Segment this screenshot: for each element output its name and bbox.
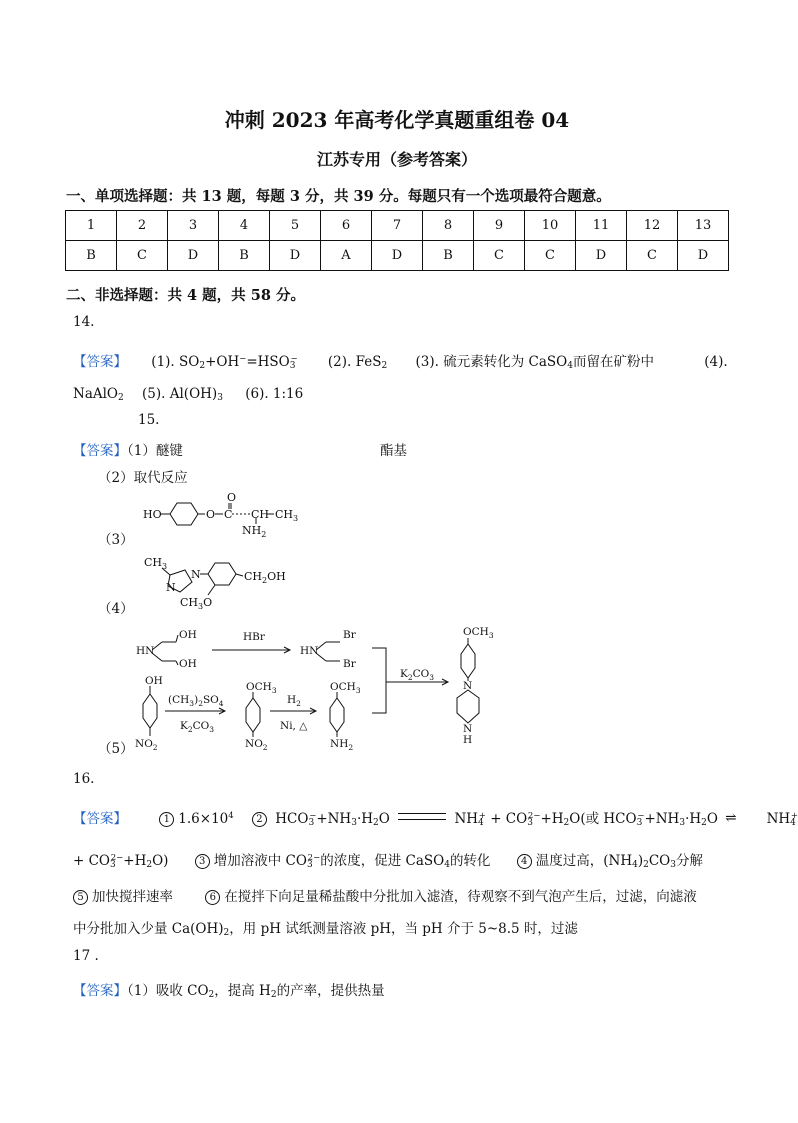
q15-part3-label: （3）: [98, 532, 134, 548]
q16-part6: 6 在搅拌下向足量稀盐酸中分批加入滤渣，待观察不到气泡产生后，过滤，向滤液: [205, 889, 697, 905]
q16-answer-line4: 中分批加入少量 $Ca(OH)_2$，用 pH 试纸测量溶液 pH，当 pH 介于 5~8.5 时，过滤: [73, 921, 578, 938]
svg-text:(CH3)2SO4: $(CH_3)_2SO_4$: [168, 694, 224, 708]
svg-text:N: N: [463, 723, 473, 735]
svg-text:K2CO3: $K_2CO_3$: [400, 668, 435, 682]
answer-cell: D: [678, 241, 729, 271]
answer-cell: D: [576, 241, 627, 271]
q16-part2-cont: + $CO_3^{2-}+H_2O$): [73, 853, 169, 870]
answer-cell: C: [525, 241, 576, 271]
svg-text:K2CO3: $K_2CO_3$: [180, 720, 215, 734]
answer-table: [65, 210, 729, 271]
svg-text:OH: OH: [179, 658, 197, 670]
svg-text:HN: HN: [136, 645, 155, 657]
answer-tag: 【答案】: [73, 983, 127, 999]
svg-text:NO2: $NO_2$: [135, 738, 158, 752]
svg-text:H: H: [463, 734, 473, 746]
question-number-cell: 5: [270, 211, 321, 241]
q14-part4: (4).: [704, 354, 728, 370]
svg-text:Br: Br: [343, 658, 356, 670]
svg-text:O: O: [206, 508, 216, 521]
svg-text:Ni, △: Ni, △: [280, 720, 308, 732]
svg-text:CH2OH: $CH_2OH$: [244, 570, 286, 585]
q14-part3: (3). 硫元素转化为 CaSO$_4$而留在矿粉中: [415, 354, 654, 371]
answer-cell: B: [423, 241, 474, 271]
q16-answer-line3: [73, 885, 697, 905]
q15-part5-label: （5）: [98, 741, 134, 757]
svg-text:CH3: $CH_3$: [144, 556, 168, 571]
question-number-cell: 6: [321, 211, 372, 241]
svg-text:C: C: [224, 508, 233, 521]
q16-number: 16.: [73, 771, 95, 787]
q14-answer-line1: [73, 350, 728, 371]
svg-text:N: N: [463, 680, 473, 692]
section-1-heading: 一、单项选择题：共 13 题，每题 3 分，共 39 分。每题只有一个选项最符合题意。: [66, 188, 611, 205]
svg-text:OH: OH: [179, 629, 197, 641]
q17-number: 17 .: [73, 948, 99, 964]
svg-text:O: O: [227, 491, 237, 504]
svg-text:OH: OH: [145, 675, 163, 687]
q16-part2: 2 $HCO_3^-+NH_3\cdot H_2O$ $NH_4^+ + CO_3^{2-}+H_2O$(或 $HCO_3^-+NH_3\cdot H_2O$ ⇌ $NH_4^+$: [252, 811, 798, 827]
svg-text:NH2: $NH_2$: [330, 738, 354, 752]
answer-cell: D: [270, 241, 321, 271]
question-number-cell: 7: [372, 211, 423, 241]
answer-table-number-row: [66, 211, 729, 241]
answer-tag: 【答案】: [73, 354, 127, 370]
svg-text:OCH3: $OCH_3$: [330, 681, 361, 695]
structure-q15-4: [140, 548, 290, 611]
answer-cell: C: [474, 241, 525, 271]
q15-part4-label: （4）: [98, 601, 134, 617]
page-title: 冲刺 2023 年高考化学真题重组卷 04: [224, 108, 570, 132]
q16-answer-line2: [73, 849, 703, 870]
q16-part5: 5 加快搅拌速率: [73, 889, 173, 905]
question-number-cell: 3: [168, 211, 219, 241]
question-number-cell: 11: [576, 211, 627, 241]
synthesis-scheme-q15-5: [130, 620, 510, 755]
answer-cell: C: [627, 241, 678, 271]
answer-cell: D: [168, 241, 219, 271]
q16-part3: 3 增加溶液中 $CO_3^{2-}$的浓度，促进 CaSO$_4$的转化: [195, 853, 491, 869]
question-number-cell: 8: [423, 211, 474, 241]
q16-answer-line1: [73, 807, 798, 828]
answer-cell: B: [66, 241, 117, 271]
q15-part1-a: （1）醚键: [127, 443, 183, 459]
answer-table-answer-row: [66, 241, 729, 271]
svg-text:HN: HN: [300, 645, 319, 657]
answer-tag: 【答案】: [73, 443, 127, 459]
question-number-cell: 4: [219, 211, 270, 241]
svg-text:N: N: [191, 568, 201, 581]
svg-text:CH3O: $CH_3O$: [180, 596, 213, 611]
svg-text:NH2: $NH_2$: [242, 524, 267, 539]
q14-part2: (2). FeS$_2$: [327, 354, 388, 371]
svg-text:NO2: $NO_2$: [245, 738, 268, 752]
answer-cell: A: [321, 241, 372, 271]
q14-part4-answer: NaAlO$_2$: [73, 386, 124, 403]
q14-part5: (5). $Al(OH)_3$: [142, 386, 223, 403]
q14-answer-line2: [73, 386, 303, 403]
q14-part1: (1). $SO_2+OH^-=HSO_3^-$: [151, 354, 298, 371]
answer-tag: 【答案】: [73, 811, 127, 827]
answer-cell: C: [117, 241, 168, 271]
svg-text:H2: $H_2$: [287, 694, 301, 708]
q14-part6: (6). 1:16: [245, 386, 304, 402]
section-2-heading: 二、非选择题：共 4 题，共 58 分。: [66, 287, 305, 304]
svg-text:HO: HO: [143, 508, 162, 521]
q16-part4: 4 温度过高，$(NH_4)_2CO_3$分解: [517, 853, 703, 869]
svg-text:CH3: $CH_3$: [275, 508, 299, 523]
q15-part2: （2）取代反应: [98, 470, 188, 486]
question-number-cell: 2: [117, 211, 168, 241]
page-subtitle: 江苏专用（参考答案）: [316, 150, 477, 169]
question-number-cell: 10: [525, 211, 576, 241]
q14-number: 14.: [73, 314, 95, 330]
question-number-cell: 12: [627, 211, 678, 241]
answer-cell: B: [219, 241, 270, 271]
q15-number: 15.: [138, 412, 160, 428]
svg-text:CH: CH: [251, 508, 270, 521]
answer-cell: D: [372, 241, 423, 271]
q17-answer-line1: 【答案】（1）吸收 $CO_2$，提高 $H_2$的产率，提供热量: [73, 983, 385, 1000]
structure-q15-3: [140, 488, 300, 540]
q15-answer-line1: [73, 439, 183, 459]
question-number-cell: 13: [678, 211, 729, 241]
q16-part1: 1 $1.6\times 10^4$: [159, 811, 233, 827]
svg-text:OCH3: $OCH_3$: [246, 681, 277, 695]
question-number-cell: 1: [66, 211, 117, 241]
question-number-cell: 9: [474, 211, 525, 241]
q15-part1-b: 酯基: [380, 443, 407, 459]
svg-text:OCH3: $OCH_3$: [463, 626, 494, 640]
svg-text:Br: Br: [343, 629, 356, 641]
svg-text:N: N: [166, 581, 176, 594]
svg-text:HBr: HBr: [243, 631, 265, 643]
